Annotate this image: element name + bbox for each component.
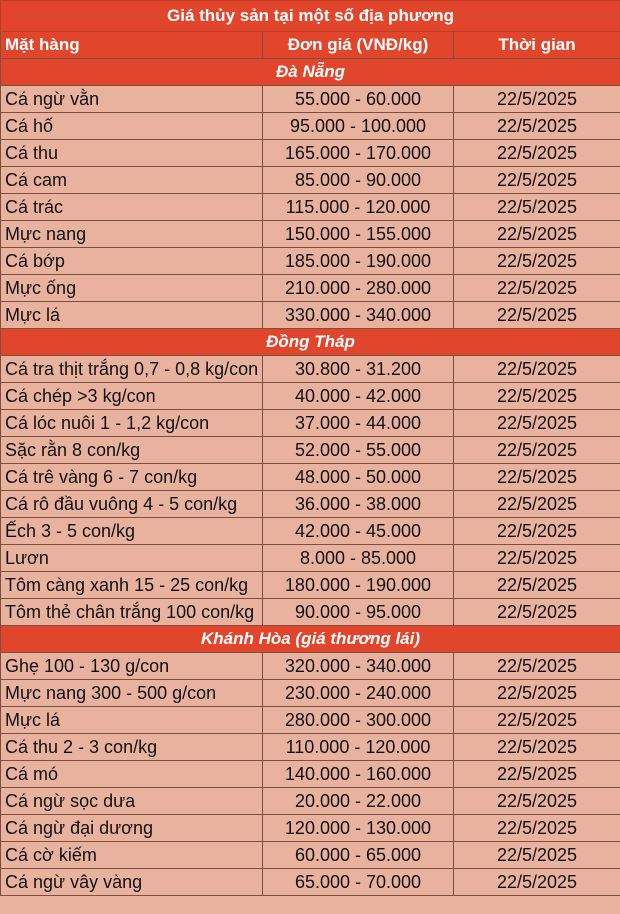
table-row <box>1 869 620 896</box>
price-cell: 8.000 - 85.000 <box>263 545 454 572</box>
item-name-cell: Ếch 3 - 5 con/kg <box>1 518 263 545</box>
date-cell: 22/5/2025 <box>454 707 620 734</box>
date-cell: 22/5/2025 <box>454 113 620 140</box>
date-cell: 22/5/2025 <box>454 167 620 194</box>
price-cell: 60.000 - 65.000 <box>263 842 454 869</box>
date-cell: 22/5/2025 <box>454 680 620 707</box>
price-cell: 55.000 - 60.000 <box>263 86 454 113</box>
item-name-cell: Cá bớp <box>1 248 263 275</box>
date-cell: 22/5/2025 <box>454 788 620 815</box>
table-row <box>1 572 620 599</box>
price-cell: 95.000 - 100.000 <box>263 113 454 140</box>
item-name-cell: Mực nang 300 - 500 g/con <box>1 680 263 707</box>
table-row <box>1 464 620 491</box>
item-name-cell: Cá thu 2 - 3 con/kg <box>1 734 263 761</box>
item-name-cell: Cá cam <box>1 167 263 194</box>
price-cell: 180.000 - 190.000 <box>263 572 454 599</box>
table-row <box>1 788 620 815</box>
date-cell: 22/5/2025 <box>454 140 620 167</box>
section-title: Đồng Tháp <box>1 329 620 356</box>
price-cell: 48.000 - 50.000 <box>263 464 454 491</box>
price-cell: 85.000 - 90.000 <box>263 167 454 194</box>
table-row <box>1 86 620 113</box>
date-cell: 22/5/2025 <box>454 599 620 626</box>
table-row <box>1 356 620 383</box>
item-name-cell: Cá lóc nuôi 1 - 1,2 kg/con <box>1 410 263 437</box>
price-cell: 230.000 - 240.000 <box>263 680 454 707</box>
price-cell: 90.000 - 95.000 <box>263 599 454 626</box>
table-row <box>1 653 620 680</box>
price-cell: 20.000 - 22.000 <box>263 788 454 815</box>
item-name-cell: Mực ống <box>1 275 263 302</box>
table-title: Giá thủy sản tại một số địa phương <box>1 1 620 32</box>
table-row <box>1 734 620 761</box>
date-cell: 22/5/2025 <box>454 410 620 437</box>
item-name-cell: Cá trê vàng 6 - 7 con/kg <box>1 464 263 491</box>
item-name-cell: Lươn <box>1 545 263 572</box>
date-cell: 22/5/2025 <box>454 869 620 896</box>
price-cell: 115.000 - 120.000 <box>263 194 454 221</box>
price-cell: 36.000 - 38.000 <box>263 491 454 518</box>
table-row <box>1 410 620 437</box>
item-name-cell: Cá trác <box>1 194 263 221</box>
item-name-cell: Cá thu <box>1 140 263 167</box>
item-name-cell: Cá mó <box>1 761 263 788</box>
table-row <box>1 761 620 788</box>
section-title: Đà Nẵng <box>1 59 620 86</box>
item-name-cell: Mực lá <box>1 302 263 329</box>
date-cell: 22/5/2025 <box>454 302 620 329</box>
price-cell: 42.000 - 45.000 <box>263 518 454 545</box>
section-row <box>1 329 620 356</box>
date-cell: 22/5/2025 <box>454 383 620 410</box>
item-name-cell: Tôm càng xanh 15 - 25 con/kg <box>1 572 263 599</box>
price-cell: 280.000 - 300.000 <box>263 707 454 734</box>
header-item: Mặt hàng <box>1 32 263 59</box>
item-name-cell: Tôm thẻ chân trắng 100 con/kg <box>1 599 263 626</box>
header-price: Đơn giá (VNĐ/kg) <box>263 32 454 59</box>
table-row <box>1 140 620 167</box>
date-cell: 22/5/2025 <box>454 221 620 248</box>
price-cell: 165.000 - 170.000 <box>263 140 454 167</box>
table-body <box>1 59 620 896</box>
date-cell: 22/5/2025 <box>454 86 620 113</box>
price-cell: 30.800 - 31.200 <box>263 356 454 383</box>
table-row <box>1 815 620 842</box>
item-name-cell: Cá rô đầu vuông 4 - 5 con/kg <box>1 491 263 518</box>
date-cell: 22/5/2025 <box>454 518 620 545</box>
table-row <box>1 194 620 221</box>
date-cell: 22/5/2025 <box>454 761 620 788</box>
item-name-cell: Cá hố <box>1 113 263 140</box>
price-cell: 40.000 - 42.000 <box>263 383 454 410</box>
table-row <box>1 707 620 734</box>
table-title-row <box>1 1 620 32</box>
table-row <box>1 275 620 302</box>
price-cell: 140.000 - 160.000 <box>263 761 454 788</box>
table-row <box>1 518 620 545</box>
date-cell: 22/5/2025 <box>454 437 620 464</box>
price-cell: 210.000 - 280.000 <box>263 275 454 302</box>
table-row <box>1 302 620 329</box>
table-row <box>1 599 620 626</box>
item-name-cell: Cá chép >3 kg/con <box>1 383 263 410</box>
date-cell: 22/5/2025 <box>454 194 620 221</box>
table-row <box>1 437 620 464</box>
header-row <box>1 32 620 59</box>
date-cell: 22/5/2025 <box>454 545 620 572</box>
price-cell: 330.000 - 340.000 <box>263 302 454 329</box>
date-cell: 22/5/2025 <box>454 734 620 761</box>
item-name-cell: Sặc rằn 8 con/kg <box>1 437 263 464</box>
table-row <box>1 167 620 194</box>
table-row <box>1 248 620 275</box>
date-cell: 22/5/2025 <box>454 815 620 842</box>
table-row <box>1 545 620 572</box>
item-name-cell: Cá cờ kiếm <box>1 842 263 869</box>
item-name-cell: Cá ngừ vây vàng <box>1 869 263 896</box>
date-cell: 22/5/2025 <box>454 572 620 599</box>
price-cell: 150.000 - 155.000 <box>263 221 454 248</box>
table-row <box>1 113 620 140</box>
date-cell: 22/5/2025 <box>454 275 620 302</box>
item-name-cell: Cá ngừ vằn <box>1 86 263 113</box>
item-name-cell: Ghẹ 100 - 130 g/con <box>1 653 263 680</box>
price-cell: 120.000 - 130.000 <box>263 815 454 842</box>
item-name-cell: Cá tra thịt trắng 0,7 - 0,8 kg/con <box>1 356 263 383</box>
price-cell: 185.000 - 190.000 <box>263 248 454 275</box>
item-name-cell: Cá ngừ đại dương <box>1 815 263 842</box>
item-name-cell: Mực lá <box>1 707 263 734</box>
section-title: Khánh Hòa (giá thương lái) <box>1 626 620 653</box>
price-cell: 65.000 - 70.000 <box>263 869 454 896</box>
section-row <box>1 626 620 653</box>
date-cell: 22/5/2025 <box>454 653 620 680</box>
table-row <box>1 383 620 410</box>
item-name-cell: Cá ngừ sọc dưa <box>1 788 263 815</box>
table-row <box>1 842 620 869</box>
table-row <box>1 491 620 518</box>
date-cell: 22/5/2025 <box>454 356 620 383</box>
header-time: Thời gian <box>454 32 620 59</box>
price-cell: 52.000 - 55.000 <box>263 437 454 464</box>
date-cell: 22/5/2025 <box>454 248 620 275</box>
price-cell: 110.000 - 120.000 <box>263 734 454 761</box>
item-name-cell: Mực nang <box>1 221 263 248</box>
price-cell: 37.000 - 44.000 <box>263 410 454 437</box>
date-cell: 22/5/2025 <box>454 842 620 869</box>
table-row <box>1 221 620 248</box>
section-row <box>1 59 620 86</box>
table-row <box>1 680 620 707</box>
price-cell: 320.000 - 340.000 <box>263 653 454 680</box>
date-cell: 22/5/2025 <box>454 464 620 491</box>
date-cell: 22/5/2025 <box>454 491 620 518</box>
